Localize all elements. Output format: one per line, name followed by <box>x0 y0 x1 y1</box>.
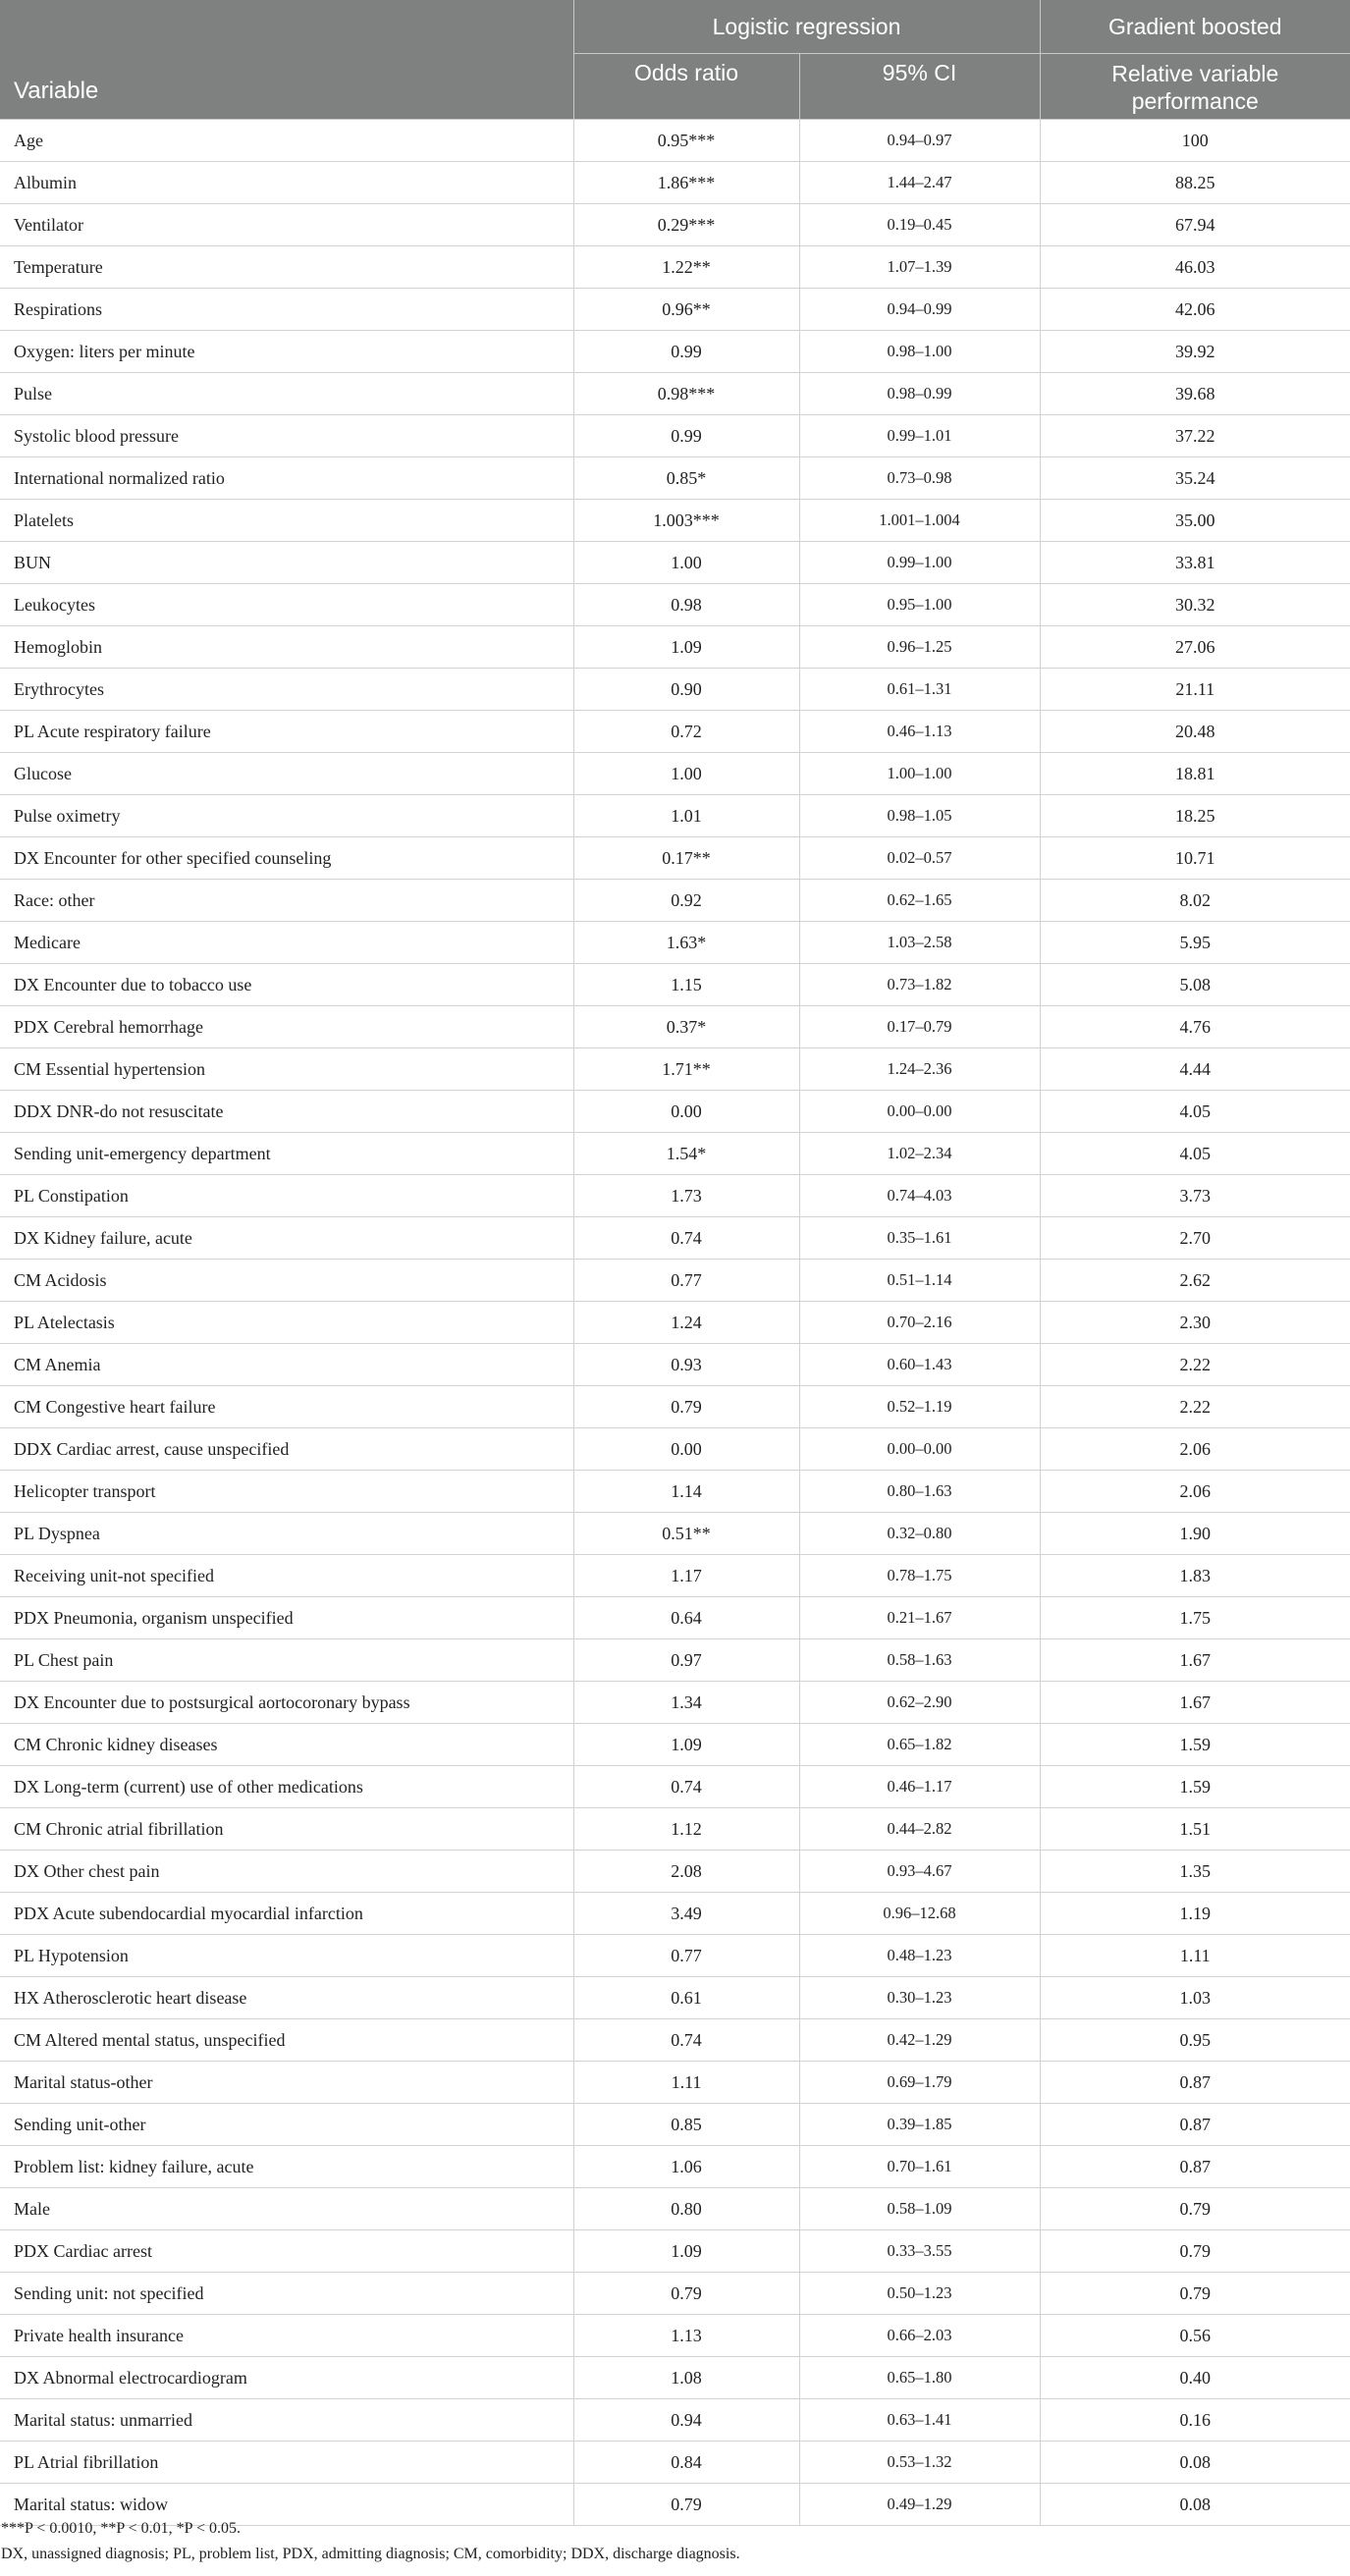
table-row <box>0 922 1350 964</box>
cell-ci: 0.62–2.90 <box>799 1682 1040 1724</box>
table-row <box>0 1428 1350 1471</box>
column-group-gradient-boosted: Gradient boosted <box>1040 0 1350 54</box>
cell-relative-performance: 2.06 <box>1040 1428 1350 1471</box>
cell-relative-performance: 1.59 <box>1040 1724 1350 1766</box>
cell-odds-ratio: 0.29*** <box>573 204 799 246</box>
cell-variable: CM Chronic kidney diseases <box>0 1724 573 1766</box>
cell-variable: Oxygen: liters per minute <box>0 331 573 373</box>
cell-relative-performance: 42.06 <box>1040 289 1350 331</box>
cell-variable: Sending unit: not specified <box>0 2273 573 2315</box>
cell-odds-ratio: 1.13 <box>573 2315 799 2357</box>
cell-variable: Pulse oximetry <box>0 795 573 837</box>
cell-variable: Private health insurance <box>0 2315 573 2357</box>
cell-odds-ratio: 1.24 <box>573 1302 799 1344</box>
cell-relative-performance: 39.92 <box>1040 331 1350 373</box>
cell-odds-ratio: 0.72 <box>573 711 799 753</box>
cell-variable: Platelets <box>0 500 573 542</box>
cell-relative-performance: 18.25 <box>1040 795 1350 837</box>
cell-relative-performance: 35.00 <box>1040 500 1350 542</box>
cell-relative-performance: 4.44 <box>1040 1048 1350 1091</box>
header-row-groups <box>0 0 1350 54</box>
cell-ci: 0.48–1.23 <box>799 1935 1040 1977</box>
cell-variable: Sending unit-other <box>0 2104 573 2146</box>
cell-ci: 1.24–2.36 <box>799 1048 1040 1091</box>
cell-variable: CM Anemia <box>0 1344 573 1386</box>
cell-odds-ratio: 0.37* <box>573 1006 799 1048</box>
footnote-significance: ***P < 0.0010, **P < 0.01, *P < 0.05. <box>1 2520 241 2537</box>
table-row <box>0 500 1350 542</box>
cell-odds-ratio: 0.96** <box>573 289 799 331</box>
cell-ci: 0.52–1.19 <box>799 1386 1040 1428</box>
cell-odds-ratio: 0.17** <box>573 837 799 880</box>
table-row <box>0 626 1350 669</box>
cell-ci: 0.50–1.23 <box>799 2273 1040 2315</box>
cell-ci: 0.70–1.61 <box>799 2146 1040 2188</box>
cell-ci: 0.65–1.80 <box>799 2357 1040 2399</box>
cell-relative-performance: 27.06 <box>1040 626 1350 669</box>
table-row <box>0 542 1350 584</box>
table-row <box>0 1513 1350 1555</box>
cell-variable: PL Hypotension <box>0 1935 573 1977</box>
cell-ci: 0.30–1.23 <box>799 1977 1040 2019</box>
cell-relative-performance: 0.08 <box>1040 2442 1350 2484</box>
cell-relative-performance: 1.83 <box>1040 1555 1350 1597</box>
cell-relative-performance: 39.68 <box>1040 373 1350 415</box>
cell-variable: PDX Pneumonia, organism unspecified <box>0 1597 573 1639</box>
table-row <box>0 2399 1350 2442</box>
cell-relative-performance: 46.03 <box>1040 246 1350 289</box>
table-row <box>0 795 1350 837</box>
table-row <box>0 2188 1350 2230</box>
cell-ci: 0.62–1.65 <box>799 880 1040 922</box>
cell-variable: DX Kidney failure, acute <box>0 1217 573 1260</box>
table-row <box>0 2104 1350 2146</box>
table-row <box>0 1597 1350 1639</box>
table-row <box>0 1133 1350 1175</box>
cell-ci: 0.00–0.00 <box>799 1091 1040 1133</box>
cell-ci: 0.94–0.99 <box>799 289 1040 331</box>
cell-ci: 0.80–1.63 <box>799 1471 1040 1513</box>
cell-variable: DX Encounter for other specified counseling <box>0 837 573 880</box>
cell-ci: 0.93–4.67 <box>799 1851 1040 1893</box>
cell-ci: 0.33–3.55 <box>799 2230 1040 2273</box>
cell-ci: 0.46–1.13 <box>799 711 1040 753</box>
cell-variable: DDX Cardiac arrest, cause unspecified <box>0 1428 573 1471</box>
cell-ci: 0.21–1.67 <box>799 1597 1040 1639</box>
cell-relative-performance: 8.02 <box>1040 880 1350 922</box>
cell-relative-performance: 20.48 <box>1040 711 1350 753</box>
cell-ci: 1.00–1.00 <box>799 753 1040 795</box>
cell-odds-ratio: 1.15 <box>573 964 799 1006</box>
cell-odds-ratio: 1.71** <box>573 1048 799 1091</box>
table-row <box>0 2062 1350 2104</box>
table-row <box>0 1302 1350 1344</box>
table-row <box>0 964 1350 1006</box>
cell-odds-ratio: 0.98*** <box>573 373 799 415</box>
cell-ci: 0.49–1.29 <box>799 2484 1040 2526</box>
cell-odds-ratio: 1.00 <box>573 753 799 795</box>
cell-odds-ratio: 0.64 <box>573 1597 799 1639</box>
cell-ci: 1.07–1.39 <box>799 246 1040 289</box>
cell-odds-ratio: 1.09 <box>573 2230 799 2273</box>
cell-relative-performance: 21.11 <box>1040 669 1350 711</box>
cell-odds-ratio: 0.74 <box>573 2019 799 2062</box>
cell-relative-performance: 1.90 <box>1040 1513 1350 1555</box>
table-row <box>0 1851 1350 1893</box>
cell-variable: Sending unit-emergency department <box>0 1133 573 1175</box>
cell-variable: Male <box>0 2188 573 2230</box>
cell-odds-ratio: 1.17 <box>573 1555 799 1597</box>
cell-relative-performance: 30.32 <box>1040 584 1350 626</box>
cell-odds-ratio: 0.98 <box>573 584 799 626</box>
cell-odds-ratio: 1.63* <box>573 922 799 964</box>
cell-relative-performance: 1.59 <box>1040 1766 1350 1808</box>
column-header-ci: 95% CI <box>799 54 1040 120</box>
cell-relative-performance: 10.71 <box>1040 837 1350 880</box>
table-row <box>0 1471 1350 1513</box>
cell-relative-performance: 4.76 <box>1040 1006 1350 1048</box>
cell-odds-ratio: 0.92 <box>573 880 799 922</box>
table-row <box>0 162 1350 204</box>
cell-odds-ratio: 0.79 <box>573 2484 799 2526</box>
cell-ci: 0.19–0.45 <box>799 204 1040 246</box>
cell-odds-ratio: 1.09 <box>573 1724 799 1766</box>
table-row <box>0 457 1350 500</box>
cell-relative-performance: 2.06 <box>1040 1471 1350 1513</box>
cell-relative-performance: 67.94 <box>1040 204 1350 246</box>
cell-relative-performance: 0.79 <box>1040 2273 1350 2315</box>
cell-odds-ratio: 0.79 <box>573 1386 799 1428</box>
table-row <box>0 2273 1350 2315</box>
table-row <box>0 1175 1350 1217</box>
cell-variable: CM Altered mental status, unspecified <box>0 2019 573 2062</box>
cell-variable: Systolic blood pressure <box>0 415 573 457</box>
cell-odds-ratio: 0.90 <box>573 669 799 711</box>
cell-odds-ratio: 1.08 <box>573 2357 799 2399</box>
table-row <box>0 669 1350 711</box>
cell-odds-ratio: 0.85* <box>573 457 799 500</box>
table-row <box>0 1048 1350 1091</box>
cell-relative-performance: 0.40 <box>1040 2357 1350 2399</box>
cell-relative-performance: 0.87 <box>1040 2146 1350 2188</box>
cell-variable: DX Encounter due to tobacco use <box>0 964 573 1006</box>
cell-ci: 0.98–1.00 <box>799 331 1040 373</box>
cell-relative-performance: 1.35 <box>1040 1851 1350 1893</box>
cell-relative-performance: 0.16 <box>1040 2399 1350 2442</box>
cell-ci: 0.99–1.01 <box>799 415 1040 457</box>
cell-relative-performance: 1.75 <box>1040 1597 1350 1639</box>
table-row <box>0 246 1350 289</box>
cell-variable: Pulse <box>0 373 573 415</box>
table-row <box>0 837 1350 880</box>
cell-ci: 0.63–1.41 <box>799 2399 1040 2442</box>
table-row <box>0 289 1350 331</box>
cell-relative-performance: 1.67 <box>1040 1682 1350 1724</box>
cell-variable: BUN <box>0 542 573 584</box>
cell-relative-performance: 2.62 <box>1040 1260 1350 1302</box>
cell-variable: Hemoglobin <box>0 626 573 669</box>
cell-ci: 0.65–1.82 <box>799 1724 1040 1766</box>
table-row <box>0 120 1350 162</box>
cell-relative-performance: 4.05 <box>1040 1091 1350 1133</box>
cell-relative-performance: 35.24 <box>1040 457 1350 500</box>
cell-ci: 0.42–1.29 <box>799 2019 1040 2062</box>
column-group-logistic-regression: Logistic regression <box>573 0 1040 54</box>
cell-variable: Race: other <box>0 880 573 922</box>
cell-odds-ratio: 0.93 <box>573 1344 799 1386</box>
cell-relative-performance: 2.22 <box>1040 1386 1350 1428</box>
cell-relative-performance: 0.79 <box>1040 2188 1350 2230</box>
table-row <box>0 1724 1350 1766</box>
cell-variable: CM Essential hypertension <box>0 1048 573 1091</box>
table-row <box>0 1386 1350 1428</box>
cell-odds-ratio: 1.09 <box>573 626 799 669</box>
cell-variable: DX Other chest pain <box>0 1851 573 1893</box>
cell-odds-ratio: 2.08 <box>573 1851 799 1893</box>
cell-relative-performance: 2.30 <box>1040 1302 1350 1344</box>
cell-ci: 0.60–1.43 <box>799 1344 1040 1386</box>
cell-odds-ratio: 1.54* <box>573 1133 799 1175</box>
table-row <box>0 1808 1350 1851</box>
cell-relative-performance: 1.03 <box>1040 1977 1350 2019</box>
cell-ci: 0.46–1.17 <box>799 1766 1040 1808</box>
cell-relative-performance: 0.56 <box>1040 2315 1350 2357</box>
cell-variable: PL Dyspnea <box>0 1513 573 1555</box>
cell-ci: 0.74–4.03 <box>799 1175 1040 1217</box>
table-row <box>0 1091 1350 1133</box>
cell-variable: PL Constipation <box>0 1175 573 1217</box>
cell-relative-performance: 33.81 <box>1040 542 1350 584</box>
table-row <box>0 753 1350 795</box>
cell-odds-ratio: 1.22** <box>573 246 799 289</box>
cell-relative-performance: 5.08 <box>1040 964 1350 1006</box>
cell-variable: Helicopter transport <box>0 1471 573 1513</box>
cell-relative-performance: 18.81 <box>1040 753 1350 795</box>
cell-odds-ratio: 0.00 <box>573 1091 799 1133</box>
table-row <box>0 2019 1350 2062</box>
cell-ci: 0.96–1.25 <box>799 626 1040 669</box>
table-row <box>0 1639 1350 1682</box>
cell-variable: Receiving unit-not specified <box>0 1555 573 1597</box>
cell-odds-ratio: 1.86*** <box>573 162 799 204</box>
cell-ci: 0.17–0.79 <box>799 1006 1040 1048</box>
cell-variable: CM Chronic atrial fibrillation <box>0 1808 573 1851</box>
table-row <box>0 2146 1350 2188</box>
cell-odds-ratio: 0.51** <box>573 1513 799 1555</box>
cell-variable: CM Congestive heart failure <box>0 1386 573 1428</box>
cell-relative-performance: 1.67 <box>1040 1639 1350 1682</box>
table-row <box>0 2357 1350 2399</box>
cell-ci: 1.44–2.47 <box>799 162 1040 204</box>
column-header-variable: Variable <box>0 0 573 120</box>
cell-odds-ratio: 1.01 <box>573 795 799 837</box>
cell-variable: Albumin <box>0 162 573 204</box>
cell-odds-ratio: 0.61 <box>573 1977 799 2019</box>
cell-relative-performance: 1.51 <box>1040 1808 1350 1851</box>
cell-ci: 0.32–0.80 <box>799 1513 1040 1555</box>
cell-relative-performance: 0.95 <box>1040 2019 1350 2062</box>
cell-relative-performance: 100 <box>1040 120 1350 162</box>
cell-variable: International normalized ratio <box>0 457 573 500</box>
cell-variable: Temperature <box>0 246 573 289</box>
cell-relative-performance: 5.95 <box>1040 922 1350 964</box>
cell-relative-performance: 0.87 <box>1040 2062 1350 2104</box>
cell-relative-performance: 88.25 <box>1040 162 1350 204</box>
cell-odds-ratio: 0.94 <box>573 2399 799 2442</box>
cell-variable: Glucose <box>0 753 573 795</box>
table-row <box>0 880 1350 922</box>
cell-ci: 0.70–2.16 <box>799 1302 1040 1344</box>
cell-variable: DX Long-term (current) use of other medications <box>0 1766 573 1808</box>
cell-relative-performance: 37.22 <box>1040 415 1350 457</box>
table-row <box>0 1217 1350 1260</box>
cell-odds-ratio: 1.34 <box>573 1682 799 1724</box>
cell-variable: Respirations <box>0 289 573 331</box>
cell-ci: 0.00–0.00 <box>799 1428 1040 1471</box>
cell-odds-ratio: 0.00 <box>573 1428 799 1471</box>
cell-ci: 0.58–1.63 <box>799 1639 1040 1682</box>
cell-relative-performance: 0.08 <box>1040 2484 1350 2526</box>
cell-variable: PL Chest pain <box>0 1639 573 1682</box>
cell-ci: 0.44–2.82 <box>799 1808 1040 1851</box>
cell-odds-ratio: 0.77 <box>573 1260 799 1302</box>
cell-odds-ratio: 0.84 <box>573 2442 799 2484</box>
table-row <box>0 1260 1350 1302</box>
footnote-abbreviations: DX, unassigned diagnosis; PL, problem list, PDX, admitting diagnosis; CM, comorbidity; DDX, discharge diagnosis. <box>1 2546 740 2562</box>
cell-ci: 0.39–1.85 <box>799 2104 1040 2146</box>
cell-odds-ratio: 0.85 <box>573 2104 799 2146</box>
cell-variable: Medicare <box>0 922 573 964</box>
table-row <box>0 2315 1350 2357</box>
table-row <box>0 584 1350 626</box>
cell-variable: PDX Cerebral hemorrhage <box>0 1006 573 1048</box>
cell-variable: Marital status: unmarried <box>0 2399 573 2442</box>
cell-odds-ratio: 1.00 <box>573 542 799 584</box>
table-row <box>0 415 1350 457</box>
cell-ci: 0.73–1.82 <box>799 964 1040 1006</box>
cell-ci: 0.35–1.61 <box>799 1217 1040 1260</box>
cell-relative-performance: 2.22 <box>1040 1344 1350 1386</box>
cell-variable: DX Abnormal electrocardiogram <box>0 2357 573 2399</box>
cell-variable: Erythrocytes <box>0 669 573 711</box>
cell-ci: 0.53–1.32 <box>799 2442 1040 2484</box>
cell-odds-ratio: 1.14 <box>573 1471 799 1513</box>
cell-ci: 0.98–1.05 <box>799 795 1040 837</box>
table-body <box>0 120 1350 2526</box>
cell-variable: Ventilator <box>0 204 573 246</box>
cell-variable: DX Encounter due to postsurgical aortocoronary bypass <box>0 1682 573 1724</box>
cell-odds-ratio: 0.97 <box>573 1639 799 1682</box>
cell-relative-performance: 3.73 <box>1040 1175 1350 1217</box>
cell-odds-ratio: 0.99 <box>573 331 799 373</box>
cell-odds-ratio: 0.80 <box>573 2188 799 2230</box>
table-row <box>0 1766 1350 1808</box>
cell-odds-ratio: 3.49 <box>573 1893 799 1935</box>
cell-ci: 1.03–2.58 <box>799 922 1040 964</box>
cell-ci: 0.78–1.75 <box>799 1555 1040 1597</box>
cell-odds-ratio: 0.79 <box>573 2273 799 2315</box>
cell-odds-ratio: 1.73 <box>573 1175 799 1217</box>
cell-variable: DDX DNR-do not resuscitate <box>0 1091 573 1133</box>
cell-odds-ratio: 1.003*** <box>573 500 799 542</box>
cell-relative-performance: 2.70 <box>1040 1217 1350 1260</box>
table-row <box>0 1935 1350 1977</box>
cell-ci: 0.51–1.14 <box>799 1260 1040 1302</box>
cell-ci: 0.61–1.31 <box>799 669 1040 711</box>
cell-ci: 1.02–2.34 <box>799 1133 1040 1175</box>
column-header-odds-ratio: Odds ratio <box>573 54 799 120</box>
cell-relative-performance: 1.11 <box>1040 1935 1350 1977</box>
table-row <box>0 1006 1350 1048</box>
table-row <box>0 1555 1350 1597</box>
cell-ci: 0.73–0.98 <box>799 457 1040 500</box>
table-row <box>0 373 1350 415</box>
cell-ci: 0.02–0.57 <box>799 837 1040 880</box>
table-row <box>0 1682 1350 1724</box>
cell-odds-ratio: 1.06 <box>573 2146 799 2188</box>
cell-variable: Age <box>0 120 573 162</box>
table-footnotes <box>0 2516 1350 2567</box>
table-row <box>0 2230 1350 2273</box>
cell-variable: Marital status: widow <box>0 2484 573 2526</box>
cell-variable: Problem list: kidney failure, acute <box>0 2146 573 2188</box>
cell-variable: HX Atherosclerotic heart disease <box>0 1977 573 2019</box>
cell-odds-ratio: 0.99 <box>573 415 799 457</box>
cell-variable: PL Acute respiratory failure <box>0 711 573 753</box>
cell-odds-ratio: 1.11 <box>573 2062 799 2104</box>
cell-odds-ratio: 0.74 <box>573 1766 799 1808</box>
cell-variable: PDX Acute subendocardial myocardial infarction <box>0 1893 573 1935</box>
cell-ci: 0.99–1.00 <box>799 542 1040 584</box>
relative-header-line2: performance <box>1131 88 1259 114</box>
cell-variable: Marital status-other <box>0 2062 573 2104</box>
cell-variable: CM Acidosis <box>0 1260 573 1302</box>
cell-ci: 0.66–2.03 <box>799 2315 1040 2357</box>
cell-odds-ratio: 0.95*** <box>573 120 799 162</box>
cell-ci: 0.98–0.99 <box>799 373 1040 415</box>
cell-odds-ratio: 1.12 <box>573 1808 799 1851</box>
cell-variable: PDX Cardiac arrest <box>0 2230 573 2273</box>
table-row <box>0 711 1350 753</box>
table-row <box>0 1344 1350 1386</box>
cell-relative-performance: 0.87 <box>1040 2104 1350 2146</box>
table-row <box>0 204 1350 246</box>
cell-relative-performance: 0.79 <box>1040 2230 1350 2273</box>
cell-odds-ratio: 0.77 <box>573 1935 799 1977</box>
relative-header-line1: Relative variable <box>1111 61 1279 86</box>
cell-variable: PL Atrial fibrillation <box>0 2442 573 2484</box>
column-header-relative-performance <box>1040 54 1350 120</box>
cell-ci: 0.58–1.09 <box>799 2188 1040 2230</box>
cell-ci: 0.94–0.97 <box>799 120 1040 162</box>
cell-relative-performance: 4.05 <box>1040 1133 1350 1175</box>
cell-ci: 0.95–1.00 <box>799 584 1040 626</box>
cell-odds-ratio: 0.74 <box>573 1217 799 1260</box>
cell-ci: 0.96–12.68 <box>799 1893 1040 1935</box>
cell-relative-performance: 1.19 <box>1040 1893 1350 1935</box>
table-row <box>0 331 1350 373</box>
cell-variable: PL Atelectasis <box>0 1302 573 1344</box>
table-row <box>0 1977 1350 2019</box>
cell-ci: 0.69–1.79 <box>799 2062 1040 2104</box>
cell-variable: Leukocytes <box>0 584 573 626</box>
table-row <box>0 1893 1350 1935</box>
cell-ci: 1.001–1.004 <box>799 500 1040 542</box>
table-header <box>0 0 1350 120</box>
table-row <box>0 2442 1350 2484</box>
